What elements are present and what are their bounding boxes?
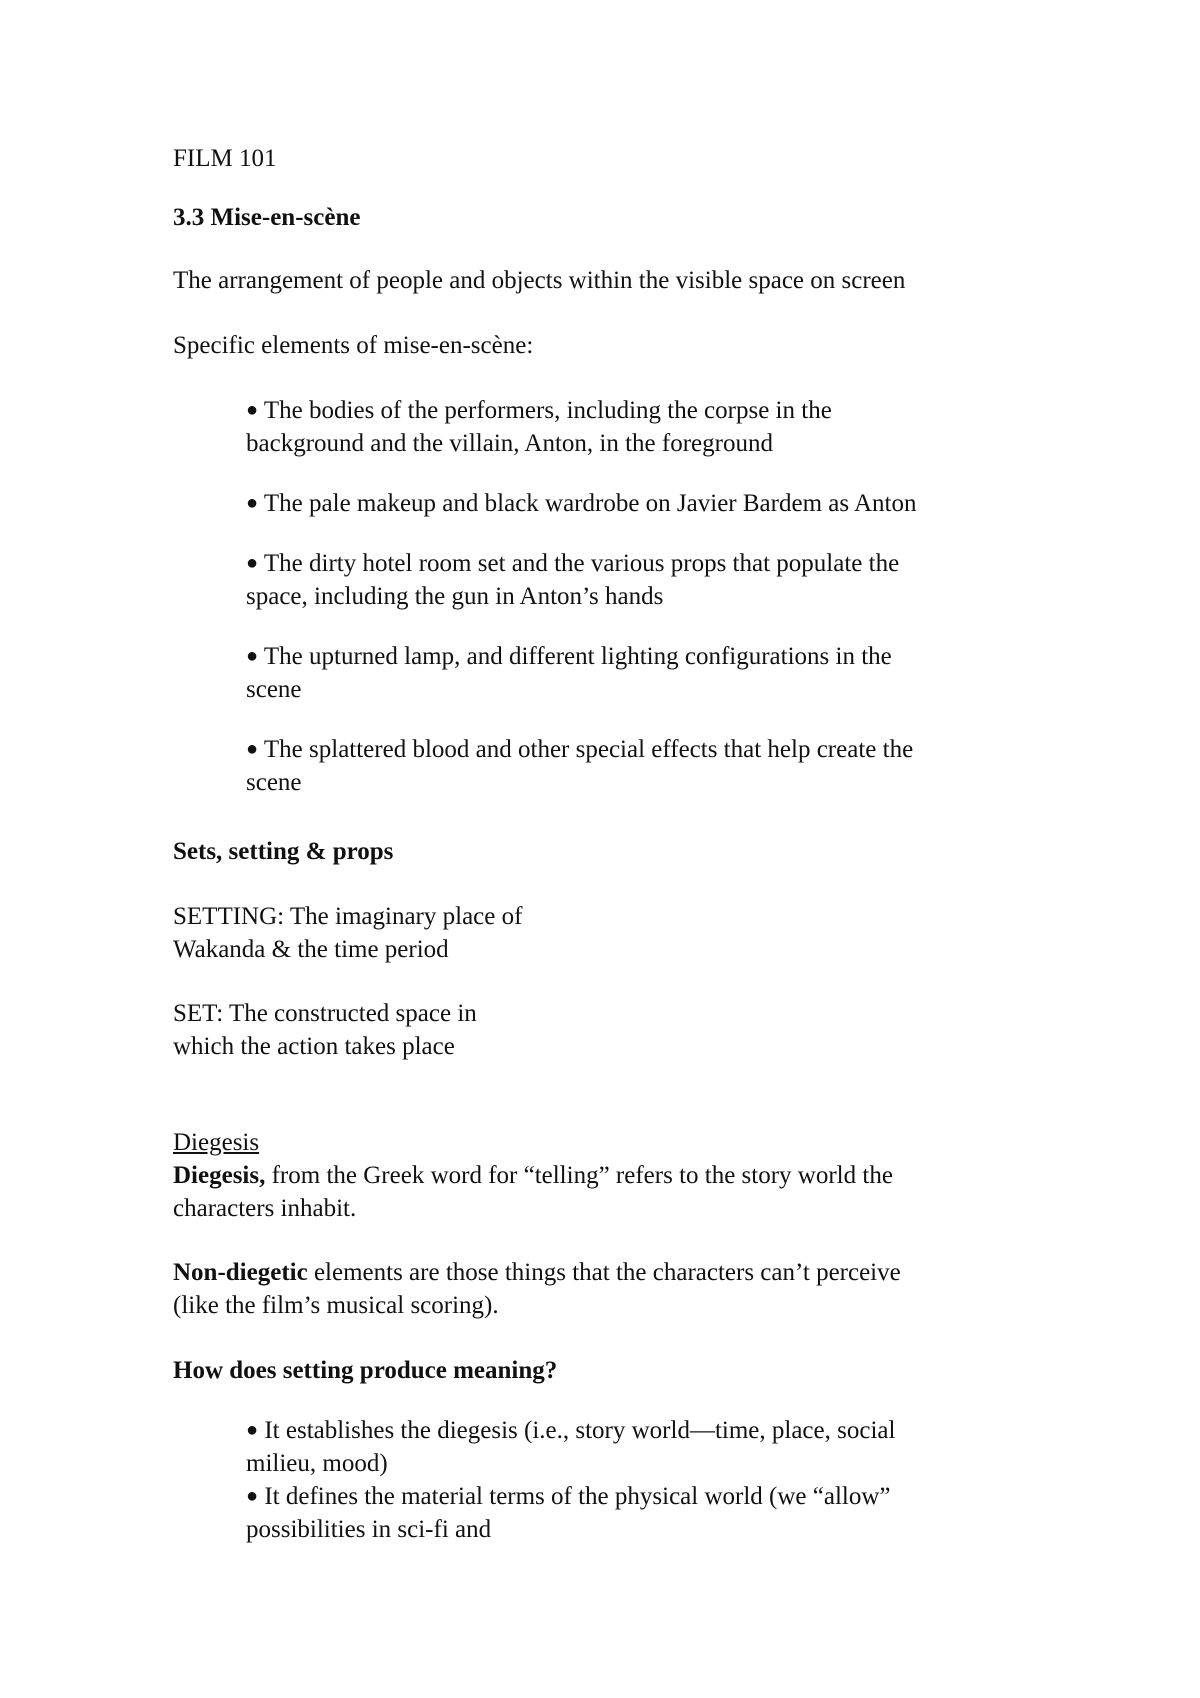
element-item-4	[246, 640, 1036, 706]
sets-heading: Sets, setting & props	[173, 838, 394, 865]
diegesis-text-cont: characters inhabit.	[173, 1195, 357, 1222]
setting-line-cont: Wakanda & the time period	[173, 936, 449, 963]
diegesis-heading: Diegesis	[173, 1129, 260, 1156]
meaning-item-2	[246, 1480, 1036, 1546]
non-diegetic-term: Non-diegetic	[173, 1259, 308, 1286]
meaning-heading: How does setting produce meaning?	[173, 1357, 558, 1384]
meaning-text-cont: milieu, mood)	[246, 1450, 388, 1477]
set-line: SET: The constructed space in	[173, 1000, 477, 1027]
meaning-item-1	[246, 1414, 1036, 1480]
mise-en-scene-definition: The arrangement of people and objects within the visible space on screen	[173, 267, 906, 294]
meaning-text: It defines the material terms of the physical world (we “allow”	[264, 1483, 891, 1510]
elements-heading: Specific elements of mise-en-scène:	[173, 332, 534, 359]
element-item-5	[246, 733, 1036, 799]
element-text: The dirty hotel room set and the various props that populate the	[263, 550, 900, 577]
bullet-icon: ●	[246, 738, 259, 760]
diegesis-definition	[173, 1159, 893, 1225]
bullet-icon: ●	[246, 399, 259, 421]
course-code: FILM 101	[173, 145, 277, 172]
bullet-icon: ●	[246, 552, 259, 574]
element-text-cont: scene	[246, 769, 302, 796]
element-item-3	[246, 547, 1036, 613]
non-diegetic-definition	[173, 1256, 901, 1322]
meaning-text: It establishes the diegesis (i.e., story world—time, place, social	[264, 1417, 896, 1444]
diegesis-text: from the Greek word for “telling” refers to the story world the	[265, 1162, 893, 1189]
element-item-1	[246, 394, 1036, 460]
bullet-icon: ●	[246, 1485, 259, 1507]
meaning-text-cont: possibilities in sci-fi and	[246, 1516, 492, 1543]
set-definition	[173, 997, 477, 1063]
element-text: The bodies of the performers, including the corpse in the	[263, 397, 832, 424]
non-diegetic-text-cont: (like the film’s musical scoring).	[173, 1292, 499, 1319]
setting-line: SETTING: The imaginary place of	[173, 903, 523, 930]
element-text-cont: background and the villain, Anton, in the foreground	[246, 430, 773, 457]
diegesis-term: Diegesis,	[173, 1162, 266, 1189]
setting-definition	[173, 900, 522, 966]
element-text: The pale makeup and black wardrobe on Javier Bardem as Anton	[263, 490, 917, 517]
element-text: The upturned lamp, and different lighting configurations in the	[263, 643, 892, 670]
section-title: 3.3 Mise-en-scène	[173, 204, 361, 231]
non-diegetic-text: elements are those things that the characters can’t perceive	[307, 1259, 901, 1286]
element-text-cont: space, including the gun in Anton’s hands	[246, 583, 664, 610]
bullet-icon: ●	[246, 645, 259, 667]
element-text-cont: scene	[246, 676, 302, 703]
element-text: The splattered blood and other special effects that help create the	[263, 736, 914, 763]
element-item-2	[246, 487, 1036, 520]
set-line-cont: which the action takes place	[173, 1033, 455, 1060]
bullet-icon: ●	[246, 1419, 259, 1441]
bullet-icon: ●	[246, 492, 259, 514]
